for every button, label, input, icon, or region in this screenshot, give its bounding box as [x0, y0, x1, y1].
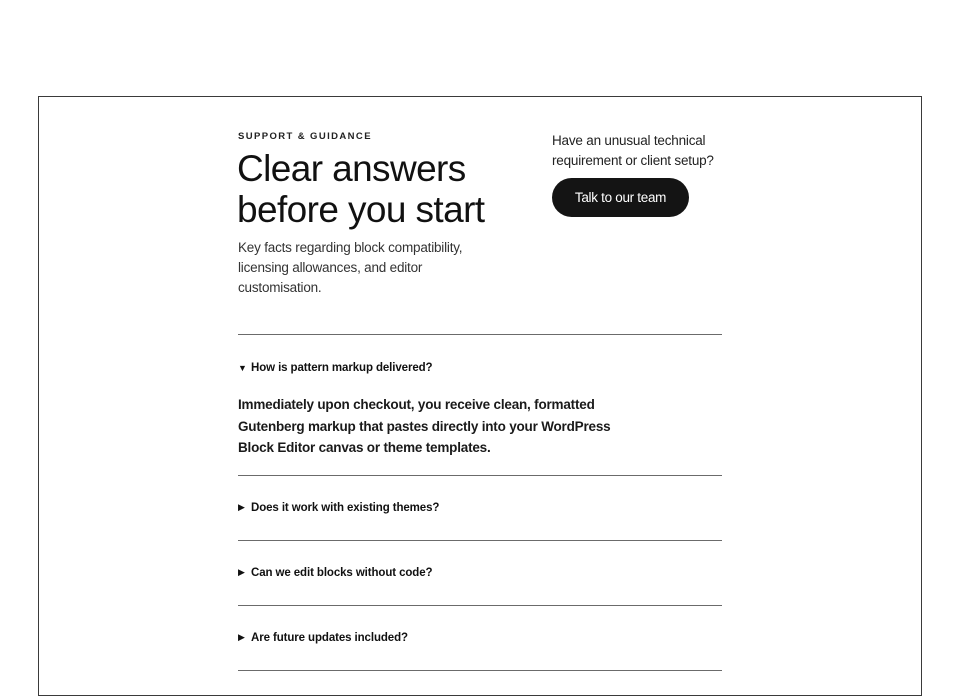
section-headline: Clear answers before you start — [237, 148, 485, 230]
caret-down-icon: ▼ — [238, 363, 247, 373]
faq-question-toggle[interactable] — [238, 606, 722, 670]
section-eyebrow: SUPPORT & GUIDANCE — [238, 131, 372, 142]
caret-right-icon: ▶ — [238, 502, 245, 512]
section-lead: Key facts regarding block compatibility, licensing allowances, and editor customisation. — [238, 240, 463, 295]
faq-item-pattern-markup — [238, 335, 722, 476]
faq-item-existing-themes — [238, 476, 722, 541]
faq-item-future-updates — [238, 606, 722, 671]
faq-list — [238, 334, 722, 671]
faq-question-label: Are future updates included? — [251, 631, 408, 644]
faq-question-label: How is pattern markup delivered? — [251, 362, 433, 374]
talk-to-team-button[interactable]: Talk to our team — [552, 178, 689, 217]
faq-answer: Immediately upon checkout, you receive clean, formatted Gutenberg markup that pastes directly into your WordPress Block Editor canvas or theme templates. — [238, 397, 611, 455]
faq-question-label: Does it work with existing themes? — [251, 501, 440, 514]
faq-question-label: Can we edit blocks without code? — [251, 566, 433, 579]
caret-right-icon: ▶ — [238, 632, 245, 642]
cta-text: Have an unusual technical requirement or client setup? — [552, 133, 714, 168]
faq-question-toggle[interactable] — [238, 335, 722, 401]
faq-item-edit-without-code — [238, 541, 722, 606]
faq-question-toggle[interactable] — [238, 476, 722, 540]
caret-right-icon: ▶ — [238, 567, 245, 577]
faq-question-toggle[interactable] — [238, 541, 722, 605]
